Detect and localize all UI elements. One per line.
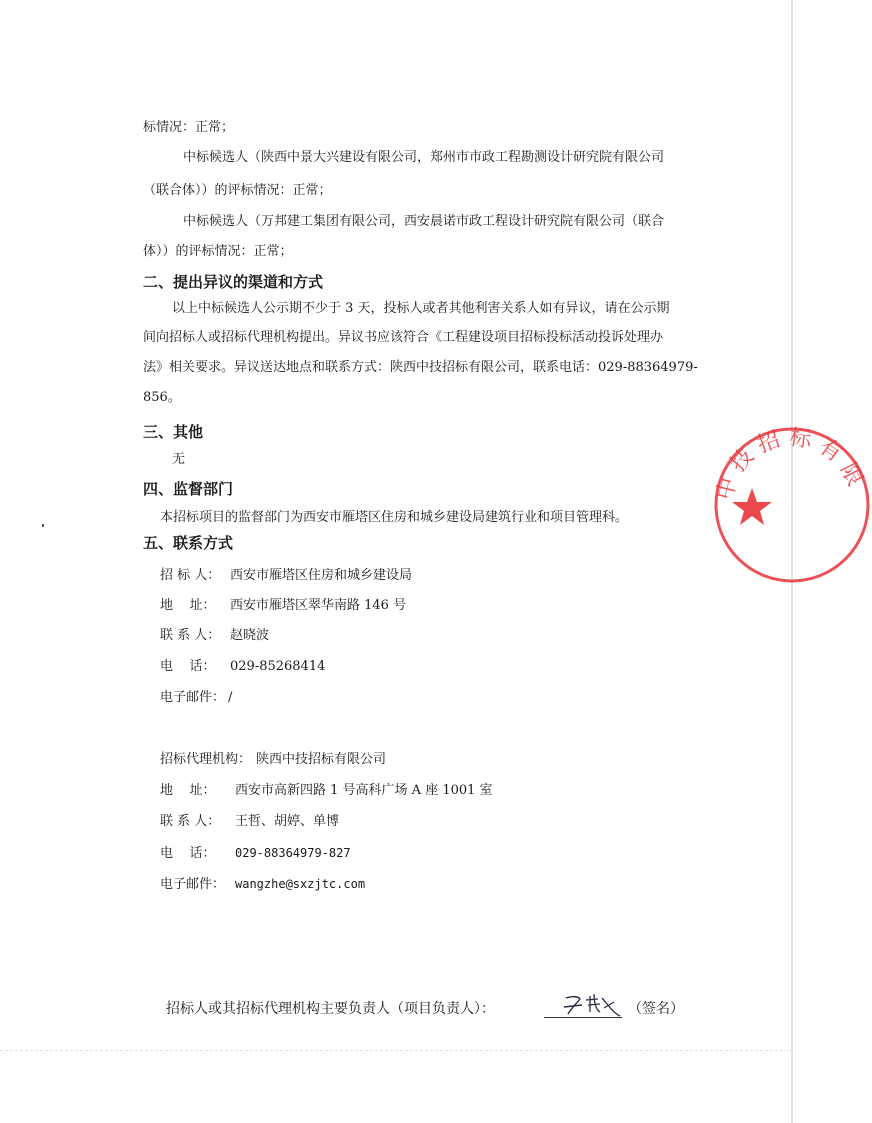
svg-text:中 技 招 标 有 限 公 司: 中 技 招 标 有 限 公 司 bbox=[700, 401, 870, 503]
signature-suffix: （签名） bbox=[628, 1001, 684, 1017]
bid-status-line: 标情况：正常； bbox=[143, 120, 235, 135]
tenderer-person-label: 联 系 人： bbox=[160, 628, 221, 643]
agency-person: 王哲、胡婷、单博 bbox=[235, 814, 340, 829]
objection-para-4: 856。 bbox=[143, 390, 181, 405]
agency-email-label: 电子邮件： bbox=[160, 877, 226, 892]
tenderer-email-label: 电子邮件： bbox=[160, 690, 226, 705]
agency-name: 陕西中技招标有限公司 bbox=[256, 752, 387, 767]
candidate-2-line: 中标候选人（万邦建工集团有限公司，西安晨诺市政工程设计研究院有限公司（联合 bbox=[183, 214, 665, 229]
candidate-1-status: （联合体））的评标情况：正常； bbox=[143, 183, 332, 198]
handwritten-signature bbox=[560, 990, 630, 1020]
supervision-heading: 四、监督部门 bbox=[143, 480, 234, 498]
tenderer-email[interactable]: / bbox=[228, 690, 233, 705]
contact-heading: 五、联系方式 bbox=[143, 534, 234, 552]
agency-address-label: 地 址： bbox=[160, 783, 216, 798]
agency-phone-label: 电 话： bbox=[160, 846, 216, 861]
objection-para-2: 间向招标人或招标代理机构提出。异议书应该符合《工程建设项目招标投标活动投诉处理办 bbox=[143, 330, 664, 345]
objection-para-3: 法》相关要求。异议送达地点和联系方式：陕西中技招标有限公司，联系电话：029-88364979- bbox=[143, 360, 698, 375]
other-heading: 三、其他 bbox=[143, 423, 204, 441]
agency-phone: 029-88364979-827 bbox=[235, 846, 351, 860]
company-seal-stamp bbox=[700, 401, 872, 590]
supervision-body: 本招标项目的监督部门为西安市雁塔区住房和城乡建设局建筑行业和项目管理科。 bbox=[160, 510, 629, 525]
objection-heading: 二、提出异议的渠道和方式 bbox=[143, 273, 324, 291]
candidate-2-status: 体））的评标情况：正常； bbox=[143, 244, 293, 259]
scan-speck bbox=[42, 524, 44, 527]
tenderer-address: 西安市雁塔区翠华南路 146 号 bbox=[230, 598, 407, 613]
tenderer-phone-label: 电 话： bbox=[160, 659, 216, 674]
tenderer-person: 赵晓波 bbox=[230, 628, 270, 643]
agency-email[interactable]: wangzhe@sxzjtc.com bbox=[235, 877, 366, 891]
agency-name-label: 招标代理机构： bbox=[160, 752, 252, 767]
page-fold-line bbox=[0, 1050, 793, 1051]
objection-para-1: 以上中标候选人公示期不少于 3 天，投标人或者其他利害关系人如有异议，请在公示期 bbox=[172, 301, 670, 316]
agency-person-label: 联 系 人： bbox=[160, 814, 221, 829]
candidate-1-line: 中标候选人（陕西中景大兴建设有限公司，郑州市市政工程勘测设计研究院有限公司 bbox=[183, 150, 665, 165]
other-body: 无 bbox=[172, 452, 186, 467]
agency-address: 西安市高新四路 1 号高科广场 A 座 1001 室 bbox=[235, 783, 493, 798]
tenderer-name-label: 招 标 人： bbox=[160, 568, 221, 583]
tenderer-address-label: 地 址： bbox=[160, 598, 216, 613]
tenderer-phone: 029-85268414 bbox=[230, 659, 326, 674]
tenderer-name: 西安市雁塔区住房和城乡建设局 bbox=[230, 568, 413, 583]
signature-label: 招标人或其招标代理机构主要负责人（项目负责人）： bbox=[166, 1001, 495, 1017]
